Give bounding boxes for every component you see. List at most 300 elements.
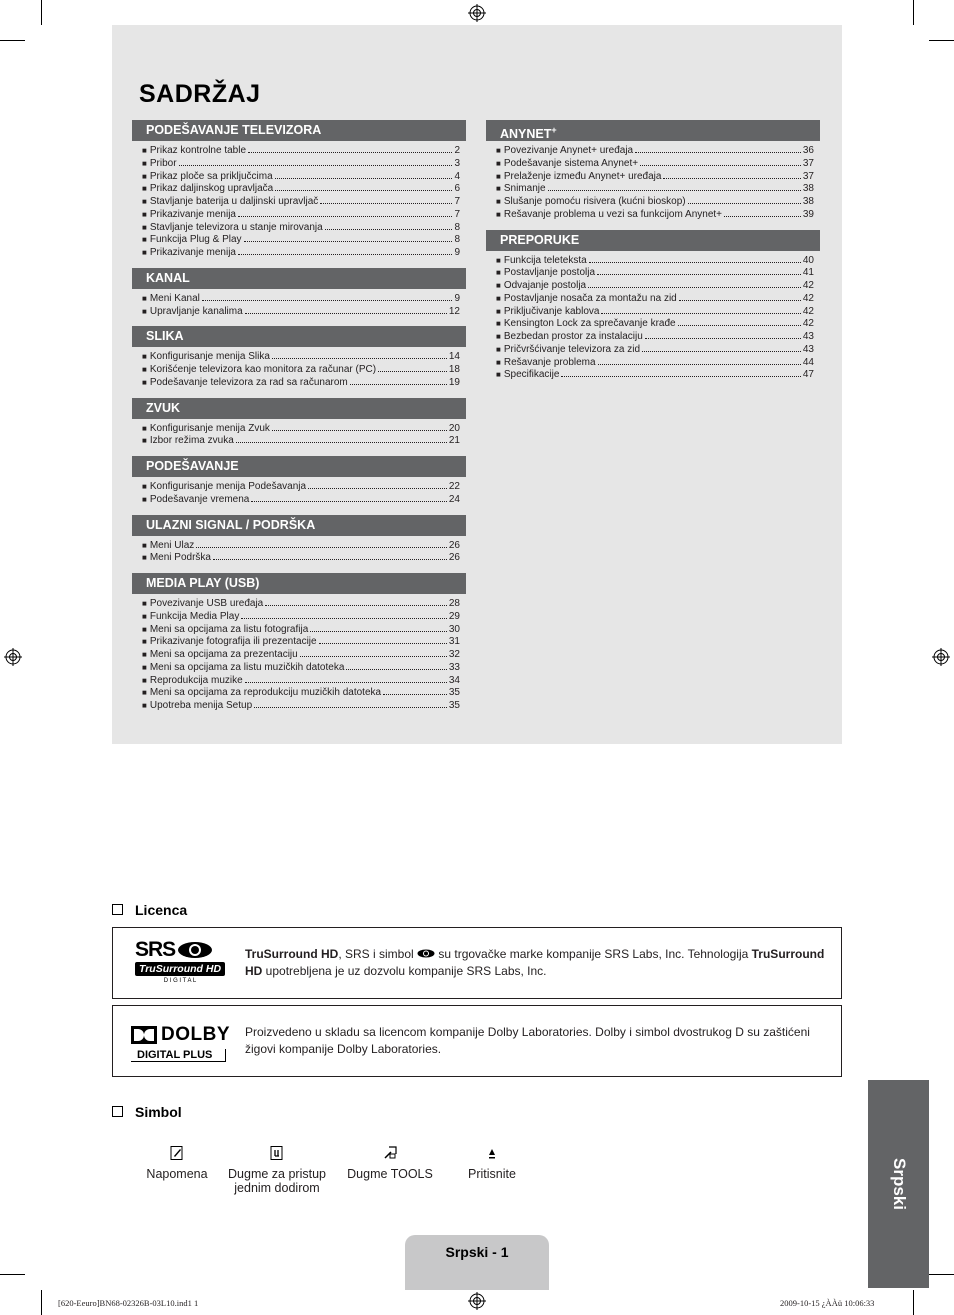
- toc-dot-leader: [245, 682, 447, 683]
- toc-item[interactable]: [496, 183, 814, 196]
- srs-symbol-icon: [177, 941, 213, 959]
- bullet-square-icon: ■: [142, 624, 147, 634]
- toc-dot-leader: [663, 178, 800, 179]
- bullet-square-icon: ■: [142, 377, 147, 387]
- toc-item[interactable]: [142, 598, 460, 611]
- toc-item-label: Podešavanje televizora za rad sa računarom: [149, 376, 348, 388]
- toc-item-label: Prikazivanje menija: [149, 208, 236, 220]
- toc-item-label: Upotreba menija Setup: [149, 700, 253, 711]
- toc-item-page: 12: [448, 305, 460, 317]
- toc-item-label: Snimanje: [503, 183, 546, 195]
- toc-item[interactable]: [142, 377, 460, 390]
- srs-logo: [135, 940, 225, 986]
- toc-item-page: 28: [448, 598, 460, 609]
- symbol-one-touch-label: Dugme za pristup jednim dodirom: [228, 1167, 326, 1195]
- toc-section-heading-text: ANYNET: [500, 127, 552, 142]
- bullet-square-icon: ■: [142, 365, 147, 374]
- bullet-square-icon: ■: [142, 184, 147, 194]
- toc-item-page: 41: [802, 267, 814, 279]
- bullet-square-icon: ■: [496, 357, 501, 367]
- dolby-logo: [131, 1024, 231, 1060]
- toc-right-column: [486, 120, 820, 390]
- bullet-square-icon: ■: [496, 158, 501, 168]
- toc-dot-leader: [561, 376, 800, 377]
- toc-dot-leader: [346, 669, 447, 670]
- toc-dot-leader: [589, 262, 801, 263]
- toc-item[interactable]: [142, 662, 460, 675]
- registration-mark-icon: [4, 648, 22, 666]
- toc-dot-leader: [275, 190, 452, 191]
- toc-item[interactable]: [142, 624, 460, 637]
- toc-item-page: 36: [802, 145, 814, 156]
- bullet-square-icon: ■: [142, 611, 147, 621]
- toc-item-page: 3: [454, 157, 460, 169]
- toc-item-label: Kensington Lock za sprečavanje krađe: [503, 318, 676, 330]
- bullet-square-icon: ■: [496, 281, 501, 290]
- toc-item-label: Pribor: [149, 157, 177, 169]
- toc-item[interactable]: [142, 196, 460, 209]
- toc-dot-leader: [645, 338, 801, 339]
- bullet-square-icon: ■: [142, 650, 147, 659]
- bullet-square-icon: ■: [142, 436, 147, 446]
- toc-item[interactable]: [142, 351, 460, 364]
- toc-item[interactable]: [142, 183, 460, 196]
- toc-dot-leader: [238, 254, 452, 255]
- toc-item-page: 32: [448, 649, 460, 660]
- toc-item-label: Bezbedan prostor za instalaciju: [503, 331, 643, 342]
- toc-item-page: 4: [454, 170, 460, 182]
- registration-mark-icon: [932, 648, 950, 666]
- toc-dot-leader: [245, 313, 447, 314]
- srs-text-3: upotrebljena je uz dozvolu kompanije SRS Labs, Inc.: [262, 964, 547, 978]
- dolby-double-d-icon: [131, 1026, 157, 1044]
- toc-item-page: 44: [802, 356, 814, 368]
- toc-section: [132, 120, 466, 260]
- toc-item-page: 42: [802, 305, 814, 317]
- page-title: SADRŽAJ: [139, 80, 261, 108]
- toc-item[interactable]: [496, 171, 814, 184]
- toc-item-page: 42: [802, 318, 814, 330]
- registration-mark-icon: [468, 4, 486, 22]
- checkbox-square-icon: [112, 1106, 123, 1117]
- bullet-square-icon: ■: [142, 637, 147, 647]
- licenca-heading-text: Licenca: [135, 902, 188, 918]
- bullet-square-icon: ■: [496, 344, 501, 354]
- toc-item-label: Rešavanje problema u vezi sa funkcijom Anynet+: [503, 208, 723, 220]
- symbol-press-label: Pritisnite: [468, 1167, 516, 1181]
- bullet-square-icon: ■: [142, 197, 147, 206]
- footer-file-info: [620-Eeuro]BN68-02326B-03L10.ind1 1: [58, 1298, 199, 1308]
- bullet-square-icon: ■: [496, 306, 501, 316]
- toc-item[interactable]: [496, 267, 814, 280]
- toc-item-page: 40: [802, 254, 814, 266]
- toc-section-heading: [486, 230, 820, 251]
- toc-item-label: Konfigurisanje menija Slika: [149, 351, 270, 363]
- toc-item-page: 33: [448, 661, 460, 673]
- toc-item-label: Povezivanje USB uređaja: [149, 598, 264, 609]
- toc-item[interactable]: [496, 369, 814, 382]
- toc-item-list: [132, 481, 466, 507]
- toc-section-heading-text: PODEŠAVANJE TELEVIZORA: [146, 123, 322, 137]
- toc-item-label: Meni Podrška: [149, 552, 211, 564]
- bullet-square-icon: ■: [142, 248, 147, 257]
- toc-item-list: [132, 293, 466, 319]
- toc-item[interactable]: [142, 435, 460, 448]
- bullet-square-icon: ■: [142, 352, 147, 362]
- toc-dot-leader: [642, 351, 801, 352]
- toc-dot-leader: [251, 501, 447, 502]
- note-icon: [169, 1145, 185, 1161]
- toc-item-label: Meni sa opcijama za listu fotografija: [149, 623, 309, 635]
- toc-dot-leader: [320, 203, 452, 204]
- crop-mark: [0, 1274, 25, 1275]
- toc-item-page: 38: [802, 196, 814, 207]
- toc-item-label: Funkcija teleteksta: [503, 254, 587, 266]
- toc-item-page: 21: [448, 435, 460, 447]
- toc-dot-leader: [202, 300, 453, 301]
- crop-mark: [913, 1290, 914, 1315]
- toc-item[interactable]: [496, 255, 814, 268]
- toc-item-page: 14: [448, 351, 460, 363]
- toc-section-heading: [132, 515, 466, 536]
- press-icon: [484, 1145, 500, 1161]
- toc-dot-leader: [308, 488, 447, 489]
- bullet-square-icon: ■: [496, 332, 501, 341]
- page-number-label: Srpski - 1: [445, 1244, 509, 1260]
- licenca-heading: [112, 902, 187, 918]
- bullet-square-icon: ■: [496, 171, 501, 181]
- toc-item[interactable]: [142, 423, 460, 436]
- toc-item[interactable]: [142, 364, 460, 377]
- toc-item-label: Meni sa opcijama za prezentaciju: [149, 649, 298, 660]
- srs-license-text: [245, 946, 837, 980]
- toc-dot-leader: [248, 152, 452, 153]
- toc-item-list: [132, 598, 466, 713]
- toc-dot-leader: [265, 605, 447, 606]
- crop-mark: [0, 40, 25, 41]
- toc-item[interactable]: [496, 293, 814, 306]
- bullet-square-icon: ■: [496, 268, 501, 278]
- toc-item-label: Korišćenje televizora kao monitora za računar (PC): [149, 364, 377, 375]
- bullet-square-icon: ■: [142, 158, 147, 168]
- toc-section: [132, 573, 466, 713]
- toc-item[interactable]: [496, 196, 814, 209]
- toc-dot-leader: [272, 358, 447, 359]
- toc-item[interactable]: [142, 171, 460, 184]
- toc-section-heading: [132, 456, 466, 477]
- footer-timestamp: 2009-10-15 ¿ÀÀü 10:06:33: [780, 1298, 875, 1308]
- toc-item[interactable]: [142, 145, 460, 158]
- srs-logo-digital: D I G I T A L: [163, 978, 197, 984]
- toc-item-page: 22: [448, 481, 460, 492]
- one-touch-button-icon: [269, 1145, 285, 1161]
- toc-dot-leader: [244, 241, 453, 242]
- toc-item-page: 39: [802, 208, 814, 220]
- dolby-license-box: [112, 1005, 842, 1077]
- srs-text-bold-2: TruSurround HD: [245, 947, 825, 978]
- bullet-square-icon: ■: [142, 688, 147, 698]
- toc-item[interactable]: [142, 481, 460, 494]
- toc-item-label: Prikazivanje fotografija ili prezentacije: [149, 636, 317, 648]
- toc-dot-leader: [300, 656, 447, 657]
- toc-item-label: Izbor režima zvuka: [149, 435, 234, 447]
- srs-logo-text: SRS: [135, 938, 176, 961]
- toc-item-page: 34: [448, 674, 460, 686]
- toc-item-page: 26: [448, 552, 460, 564]
- toc-item-label: Funkcija Plug & Play: [149, 234, 242, 246]
- symbol-note-label: Napomena: [146, 1167, 208, 1181]
- crop-mark: [41, 1290, 42, 1315]
- bullet-square-icon: ■: [142, 222, 147, 232]
- toc-item[interactable]: [142, 247, 460, 260]
- toc-section: [132, 326, 466, 389]
- toc-dot-leader: [548, 190, 801, 191]
- toc-item[interactable]: [496, 331, 814, 344]
- toc-item-label: Pričvršćivanje televizora za zid: [503, 343, 641, 355]
- toc-item-label: Konfigurisanje menija Podešavanja: [149, 481, 307, 492]
- toc-item-label: Specifikacije: [503, 369, 560, 381]
- toc-section-heading-text: KANAL: [146, 270, 190, 285]
- bullet-square-icon: ■: [142, 675, 147, 685]
- bullet-square-icon: ■: [142, 293, 147, 303]
- toc-item-label: Odvajanje postolja: [503, 280, 587, 291]
- toc-item-page: 8: [454, 221, 460, 233]
- toc-item[interactable]: [142, 306, 460, 319]
- toc-item-label: Meni sa opcijama za reprodukciju muzičkih datoteka: [149, 687, 382, 699]
- language-side-tab-label: Srpski: [889, 1158, 909, 1210]
- checkbox-square-icon: [112, 904, 123, 915]
- page-number-tab: [405, 1235, 549, 1290]
- toc-section: [132, 398, 466, 449]
- bullet-square-icon: ■: [496, 319, 501, 329]
- toc-item[interactable]: [496, 318, 814, 331]
- simbol-heading-text: Simbol: [135, 1104, 182, 1120]
- toc-section: [132, 456, 466, 507]
- toc-dot-leader: [236, 442, 447, 443]
- toc-item[interactable]: [142, 687, 460, 700]
- dolby-digital-plus-text: DIGITAL PLUS: [131, 1049, 226, 1062]
- toc-section: [486, 120, 820, 222]
- toc-item-page: 7: [454, 196, 460, 207]
- toc-item-page: 37: [802, 157, 814, 169]
- bullet-square-icon: ■: [142, 306, 147, 316]
- toc-item-label: Prelaženje između Anynet+ uređaja: [503, 170, 662, 182]
- toc-dot-leader: [724, 216, 801, 217]
- symbol-tools-label: Dugme TOOLS: [347, 1167, 433, 1181]
- toc-dot-leader: [640, 165, 801, 166]
- language-side-tab: [868, 1080, 929, 1288]
- toc-item[interactable]: [142, 293, 460, 306]
- toc-item[interactable]: [142, 636, 460, 649]
- crop-mark: [913, 0, 914, 25]
- toc-item-label: Prikaz daljinskog upravljača: [149, 183, 274, 195]
- toc-section-heading-text: ZVUK: [146, 400, 181, 415]
- toc-item-list: [486, 255, 820, 383]
- toc-dot-leader: [196, 547, 447, 548]
- toc-dot-leader: [238, 216, 452, 217]
- toc-item-page: 38: [802, 183, 814, 195]
- toc-item[interactable]: [496, 357, 814, 370]
- bullet-square-icon: ■: [496, 209, 501, 219]
- tools-button-icon: [382, 1145, 398, 1161]
- toc-item[interactable]: [142, 700, 460, 713]
- toc-item[interactable]: [142, 234, 460, 247]
- toc-section: [132, 515, 466, 566]
- toc-item[interactable]: [142, 649, 460, 662]
- toc-item[interactable]: [142, 552, 460, 565]
- toc-item-label: Podešavanje vremena: [149, 493, 250, 505]
- srs-text-1: , SRS i simbol: [338, 947, 418, 961]
- toc-item-page: 20: [448, 422, 460, 434]
- toc-item-list: [132, 423, 466, 449]
- toc-item-label: Stavljanje televizora u stanje mirovanja: [149, 221, 323, 233]
- registration-mark-icon: [468, 1292, 486, 1310]
- toc-section-heading: [486, 120, 820, 141]
- toc-item[interactable]: [496, 344, 814, 357]
- toc-section-heading: [132, 120, 466, 141]
- toc-dot-leader: [310, 631, 447, 632]
- bullet-square-icon: ■: [142, 701, 147, 710]
- toc-item-label: Stavljanje baterija u daljinski upravljač: [149, 196, 319, 207]
- toc-item-page: 30: [448, 623, 460, 635]
- srs-logo-band: TruSurround HD: [135, 962, 225, 976]
- toc-item[interactable]: [142, 675, 460, 688]
- toc-dot-leader: [325, 229, 453, 230]
- toc-dot-leader: [597, 274, 801, 275]
- toc-item-page: 42: [802, 280, 814, 291]
- srs-inline-symbol-icon: [417, 949, 435, 958]
- toc-item-label: Prikaz kontrolne table: [149, 145, 247, 156]
- toc-item-label: Prikaz ploče sa priključcima: [149, 170, 273, 182]
- toc-item-label: Prikazivanje menija: [149, 247, 236, 258]
- toc-section-heading: [132, 268, 466, 289]
- crop-mark: [929, 1274, 954, 1275]
- toc-item[interactable]: [496, 209, 814, 222]
- toc-item-page: 9: [454, 247, 460, 258]
- toc-dot-leader: [378, 371, 447, 372]
- toc-item-page: 31: [448, 636, 460, 648]
- simbol-heading: [112, 1104, 182, 1120]
- srs-text-2: su trgovačke marke kompanije SRS Labs, Inc. Tehnologija: [435, 947, 752, 961]
- toc-section-heading-text: PODEŠAVANJE: [146, 459, 239, 473]
- toc-dot-leader: [588, 287, 801, 288]
- toc-dot-leader: [635, 152, 801, 153]
- toc-item[interactable]: [496, 158, 814, 171]
- toc-item-label: Povezivanje Anynet+ uređaja: [503, 145, 634, 156]
- toc-item-label: Rešavanje problema: [503, 356, 596, 368]
- toc-item[interactable]: [142, 540, 460, 553]
- toc-dot-leader: [213, 559, 447, 560]
- toc-dot-leader: [598, 364, 801, 365]
- toc-section-heading: [132, 573, 466, 594]
- toc-item-label: Upravljanje kanalima: [149, 305, 243, 317]
- toc-item[interactable]: [496, 306, 814, 319]
- toc-dot-leader: [241, 618, 447, 619]
- toc-dot-leader: [679, 300, 801, 301]
- bullet-square-icon: ■: [142, 171, 147, 181]
- dolby-license-text: Proizvedeno u skladu sa licencom kompanije Dolby Laboratories. Dolby i simbol dvostrukog D su zaštićeni žigovi kompanije Dolby Laboratories.: [245, 1025, 810, 1056]
- toc-item-page: 37: [802, 170, 814, 182]
- toc-item-list: [132, 540, 466, 566]
- bullet-square-icon: ■: [142, 553, 147, 563]
- toc-item[interactable]: [496, 280, 814, 293]
- toc-heading-superscript: +: [551, 125, 557, 135]
- toc-item-page: 2: [454, 145, 460, 156]
- toc-item[interactable]: [142, 494, 460, 507]
- toc-item-label: Meni sa opcijama za listu muzičkih datoteka: [149, 661, 345, 673]
- symbol-note: [136, 1145, 218, 1181]
- toc-item-page: 18: [448, 364, 460, 375]
- bullet-square-icon: ■: [496, 370, 501, 380]
- toc-item-list: [486, 145, 820, 222]
- bullet-square-icon: ■: [496, 255, 501, 265]
- srs-text-bold-1: TruSurround HD: [245, 947, 339, 961]
- toc-item[interactable]: [142, 222, 460, 235]
- toc-dot-leader: [350, 384, 447, 385]
- toc-item-page: 29: [448, 610, 460, 622]
- toc-item-label: Konfigurisanje menija Zvuk: [149, 422, 270, 434]
- toc-dot-leader: [275, 178, 453, 179]
- toc-dot-leader: [272, 430, 447, 431]
- bullet-square-icon: ■: [496, 146, 501, 155]
- toc-item[interactable]: [142, 611, 460, 624]
- toc-item-label: Priključivanje kablova: [503, 305, 600, 317]
- bullet-square-icon: ■: [142, 235, 147, 245]
- toc-item-page: 42: [802, 292, 814, 304]
- toc-item-page: 8: [454, 234, 460, 246]
- toc-dot-leader: [179, 165, 453, 166]
- toc-section-heading: [132, 398, 466, 419]
- bullet-square-icon: ■: [142, 423, 147, 433]
- toc-dot-leader: [688, 203, 801, 204]
- bullet-square-icon: ■: [142, 662, 147, 672]
- toc-section-heading-text: PREPORUKE: [500, 232, 580, 247]
- toc-item-page: 7: [454, 208, 460, 220]
- toc-item-page: 9: [454, 292, 460, 304]
- toc-item-label: Reprodukcija muzike: [149, 674, 243, 686]
- toc-item-page: 43: [802, 331, 814, 342]
- bullet-square-icon: ■: [142, 482, 147, 491]
- srs-license-box: [112, 927, 842, 999]
- toc-item-page: 24: [448, 493, 460, 505]
- toc-item-page: 26: [448, 539, 460, 551]
- toc-dot-leader: [319, 643, 447, 644]
- toc-item-page: 43: [802, 343, 814, 355]
- bullet-square-icon: ■: [142, 599, 147, 608]
- bullet-square-icon: ■: [496, 184, 501, 194]
- toc-item-label: Slušanje pomoću risivera (kućni bioskop): [503, 196, 686, 207]
- toc-dot-leader: [254, 707, 447, 708]
- toc-item[interactable]: [496, 145, 814, 158]
- toc-item-list: [132, 145, 466, 260]
- toc-section-heading-text: SLIKA: [146, 329, 184, 344]
- bullet-square-icon: ■: [142, 494, 147, 504]
- toc-item-label: Meni Kanal: [149, 292, 200, 304]
- toc-item[interactable]: [142, 158, 460, 171]
- dolby-logo-text: DOLBY: [161, 1024, 230, 1045]
- toc-section-heading: [132, 326, 466, 347]
- toc-dot-leader: [678, 325, 801, 326]
- toc-item[interactable]: [142, 209, 460, 222]
- toc-section-heading-text: ULAZNI SIGNAL / PODRŠKA: [146, 517, 316, 532]
- bullet-square-icon: ■: [142, 540, 147, 550]
- bullet-square-icon: ■: [496, 293, 501, 303]
- toc-item-page: 35: [448, 700, 460, 711]
- toc-item-page: 6: [454, 183, 460, 195]
- toc-item-label: Funkcija Media Play: [149, 610, 240, 622]
- toc-item-page: 47: [802, 369, 814, 381]
- toc-section: [486, 230, 820, 383]
